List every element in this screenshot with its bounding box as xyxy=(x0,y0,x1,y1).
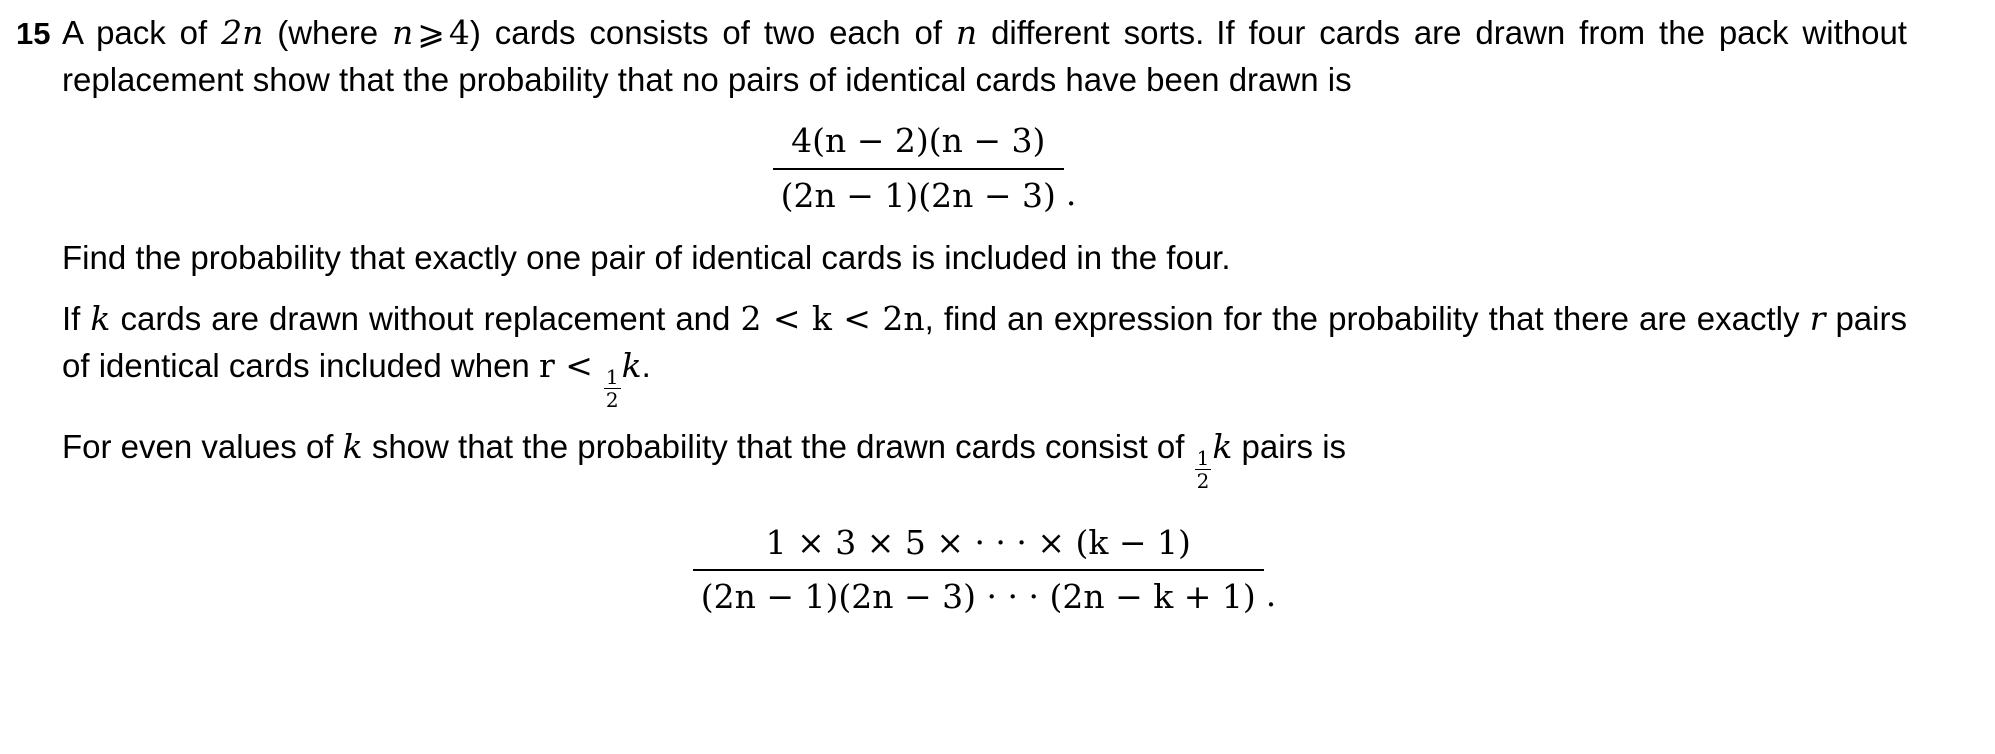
p3-math-k: k xyxy=(90,299,111,339)
p3-text-5: . xyxy=(641,347,651,385)
p3-math-k2: k xyxy=(621,346,642,386)
question-number: 15 xyxy=(16,16,51,51)
p4-inline-fraction-half xyxy=(1195,445,1212,494)
p3-text-1: If xyxy=(62,300,91,338)
p3-math-r: r xyxy=(1809,299,1826,339)
p3-inline-fraction-half xyxy=(604,364,621,412)
formula-2-period: . xyxy=(1265,575,1277,615)
formula-2-fraction xyxy=(693,520,1264,622)
p1-text-1: A pack of xyxy=(62,14,222,51)
formula-1-wrap xyxy=(773,118,1077,220)
p3-frac-den: 2 xyxy=(605,387,619,412)
formula-1-numerator: 4(n − 2)(n − 3) xyxy=(791,120,1046,160)
display-formula-2 xyxy=(62,520,1907,622)
p1-math-n: n xyxy=(391,13,414,52)
formula-2-denominator: (2n − 1)(2n − 3) · · · (2n − k + 1) xyxy=(693,569,1264,621)
p3-math-r-lt: r < xyxy=(538,346,593,386)
p3-math-inequality: 2 < k < 2n xyxy=(740,299,925,339)
paragraph-1 xyxy=(62,10,1907,104)
p4-text-2: show that the probability that the drawn cards consist of xyxy=(362,428,1194,466)
p1-math-4: 4 xyxy=(448,13,470,52)
p3-text-4: pairs of identical cards included when xyxy=(62,300,1907,385)
p1-text-5: If four cards are drawn from the pack without replacement show that the probability that no pairs of identical cards have been drawn is xyxy=(62,14,1907,98)
p1-math-geq: ⩾ xyxy=(417,13,445,52)
p3-text-3: , find an expression for the probability that there are exactly xyxy=(924,300,1810,338)
p1-text-2: (where xyxy=(263,14,392,51)
p4-text-3: pairs is xyxy=(1232,428,1347,466)
p1-text-3: ) cards consists of two each of xyxy=(469,14,956,51)
display-formula-1 xyxy=(62,118,1907,220)
p4-math-k: k xyxy=(342,427,363,467)
paragraph-4 xyxy=(62,424,1907,494)
formula-1-period: . xyxy=(1065,173,1077,213)
formula-1-fraction xyxy=(773,118,1064,220)
question-block xyxy=(0,10,1995,637)
p1-math-2n: 2n xyxy=(221,13,264,52)
formula-2-wrap xyxy=(693,520,1276,622)
p3-frac-num: 1 xyxy=(605,364,619,389)
p1-math-n2: n xyxy=(955,13,978,52)
paragraph-2: Find the probability that exactly one pair of identical cards is included in the four. xyxy=(62,239,1231,277)
paragraph-3 xyxy=(62,296,1907,410)
formula-1-denominator: (2n − 1)(2n − 3) xyxy=(773,168,1064,220)
p4-text-1: For even values of xyxy=(62,428,343,466)
p1-text-4: different sorts. xyxy=(977,14,1205,51)
question-body xyxy=(62,10,1907,637)
p4-math-k2: k xyxy=(1212,427,1233,467)
p4-frac-den: 2 xyxy=(1196,469,1210,494)
p4-frac-num: 1 xyxy=(1196,445,1210,470)
p3-text-2: cards are drawn without replacement and xyxy=(110,300,741,338)
formula-2-numerator: 1 × 3 × 5 × · · · × (k − 1) xyxy=(765,522,1191,562)
